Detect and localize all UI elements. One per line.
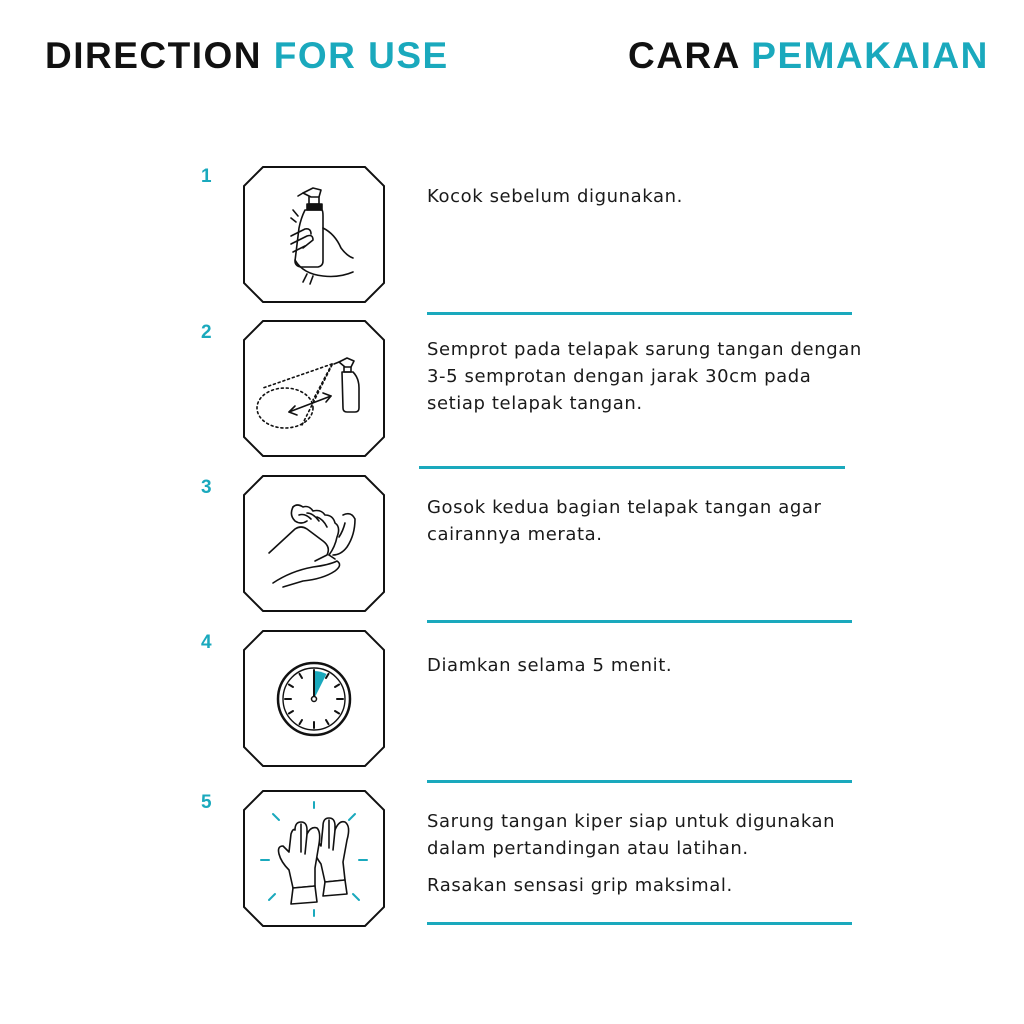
step-2-text	[427, 336, 867, 417]
step-3-paragraph: Gosok kedua bagian telapak tangan agar cairannya merata.	[427, 497, 822, 545]
step-5-number: 5	[201, 792, 212, 813]
step-1-number: 1	[201, 166, 212, 187]
step-5-paragraph-2: Rasakan sensasi grip maksimal.	[427, 875, 733, 896]
step-2-icon-frame	[243, 320, 385, 457]
divider-3	[427, 620, 852, 623]
title-direction-for-use	[45, 34, 449, 78]
step-5-text	[427, 808, 867, 899]
title-left-dark: DIRECTION	[45, 35, 262, 76]
divider-1	[427, 312, 852, 315]
title-cara-pemakaian	[628, 34, 989, 78]
step-3-number: 3	[201, 477, 212, 498]
divider-2	[419, 466, 845, 469]
step-4-paragraph: Diamkan selama 5 menit.	[427, 655, 673, 676]
divider-4	[427, 780, 852, 783]
step-5-icon-frame	[243, 790, 385, 927]
title-left-accent: FOR USE	[273, 35, 449, 76]
step-4-number: 4	[201, 632, 212, 653]
step-1-icon-frame	[243, 166, 385, 303]
title-right-dark: CARA	[628, 35, 740, 76]
spray-distance-icon	[243, 320, 385, 457]
step-2-number: 2	[201, 322, 212, 343]
spray-bottle-shake-icon	[243, 166, 385, 303]
step-3-icon-frame	[243, 475, 385, 612]
divider-5	[427, 922, 852, 925]
step-1-paragraph: Kocok sebelum digunakan.	[427, 186, 683, 207]
step-1-text	[427, 183, 867, 210]
step-3-text	[427, 494, 867, 548]
step-2-paragraph: Semprot pada telapak sarung tangan dengan 3-5 semprotan dengan jarak 30cm pada setiap telapak tangan.	[427, 339, 862, 414]
step-5-paragraph-1: Sarung tangan kiper siap untuk digunakan dalam pertandingan atau latihan.	[427, 811, 836, 859]
step-4-icon-frame	[243, 630, 385, 767]
goalkeeper-gloves-icon	[243, 790, 385, 927]
rubbing-hands-icon	[243, 475, 385, 612]
timer-clock-icon	[243, 630, 385, 767]
step-4-text	[427, 652, 867, 679]
title-right-accent: PEMAKAIAN	[751, 35, 989, 76]
